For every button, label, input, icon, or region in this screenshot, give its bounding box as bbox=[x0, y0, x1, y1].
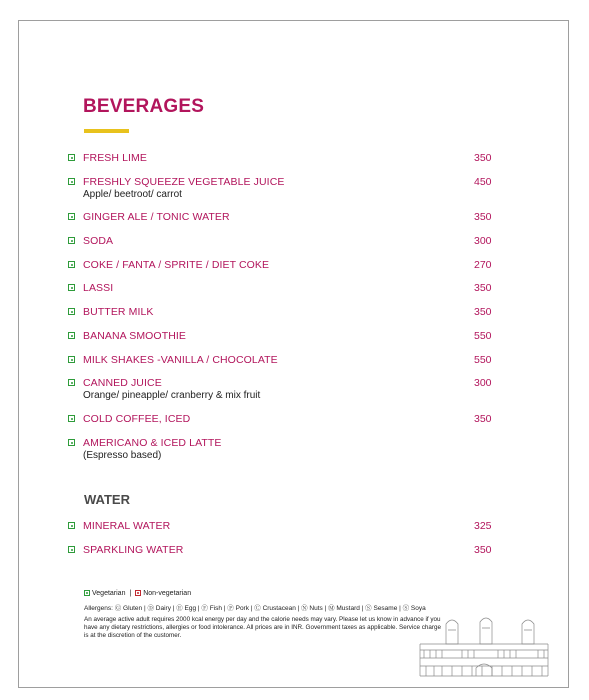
item-price: 350 bbox=[474, 413, 492, 425]
item-name: FRESH LIME bbox=[83, 152, 148, 164]
item-price: 550 bbox=[474, 354, 492, 366]
veg-icon bbox=[68, 546, 75, 553]
item-name: AMERICANO & ICED LATTE bbox=[83, 437, 222, 449]
item-price: 350 bbox=[474, 282, 492, 294]
item-name: LASSI bbox=[83, 282, 114, 294]
veg-icon bbox=[68, 178, 75, 185]
item-description: (Espresso based) bbox=[83, 450, 162, 461]
veg-icon bbox=[68, 213, 75, 220]
item-name: MILK SHAKES -VANILLA / CHOCOLATE bbox=[83, 354, 278, 366]
title-underline bbox=[84, 129, 129, 133]
item-name: COKE / FANTA / SPRITE / DIET COKE bbox=[83, 259, 270, 271]
item-name: CANNED JUICE bbox=[83, 377, 162, 389]
item-price: 350 bbox=[474, 306, 492, 318]
veg-icon bbox=[68, 356, 75, 363]
item-name: COLD COFFEE, ICED bbox=[83, 413, 191, 425]
veg-icon bbox=[68, 154, 75, 161]
veg-icon bbox=[68, 284, 75, 291]
veg-icon bbox=[68, 439, 75, 446]
veg-icon bbox=[68, 332, 75, 339]
item-price: 325 bbox=[474, 520, 492, 532]
veg-icon bbox=[68, 522, 75, 529]
item-price: 300 bbox=[474, 235, 492, 247]
menu-section-title: BEVERAGES bbox=[83, 96, 205, 117]
item-name: SODA bbox=[83, 235, 114, 247]
item-description: Apple/ beetroot/ carrot bbox=[83, 189, 182, 200]
item-price: 270 bbox=[474, 259, 492, 271]
diet-legend: Vegetarian | Non-vegetarian bbox=[84, 590, 191, 597]
water-section-title: WATER bbox=[84, 492, 130, 507]
item-price: 350 bbox=[474, 152, 492, 164]
nonveg-legend-label: Non-vegetarian bbox=[143, 590, 192, 597]
building-illustration-icon bbox=[418, 614, 550, 680]
nonveg-legend-icon bbox=[135, 590, 141, 596]
item-name: GINGER ALE / TONIC WATER bbox=[83, 211, 230, 223]
item-name: MINERAL WATER bbox=[83, 520, 171, 532]
item-name: SPARKLING WATER bbox=[83, 544, 184, 556]
veg-icon bbox=[68, 379, 75, 386]
veg-icon bbox=[68, 261, 75, 268]
veg-icon bbox=[68, 415, 75, 422]
item-price: 350 bbox=[474, 211, 492, 223]
item-price: 450 bbox=[474, 176, 492, 188]
item-name: BANANA SMOOTHIE bbox=[83, 330, 187, 342]
veg-legend-icon bbox=[84, 590, 90, 596]
item-price: 350 bbox=[474, 544, 492, 556]
item-price: 300 bbox=[474, 377, 492, 389]
item-name: BUTTER MILK bbox=[83, 306, 154, 318]
item-price: 550 bbox=[474, 330, 492, 342]
allergens-legend: Allergens: Ⓖ Gluten | Ⓓ Dairy | Ⓔ Egg | Ⓕ Fish | Ⓟ Pork | Ⓒ Crustacean | Ⓝ Nuts | Ⓜ Mustard | Ⓢ Sesame | Ⓢ Soya bbox=[84, 605, 426, 612]
veg-icon bbox=[68, 237, 75, 244]
item-description: Orange/ pineapple/ cranberry & mix fruit bbox=[83, 390, 261, 401]
veg-legend-label: Vegetarian bbox=[92, 590, 126, 597]
item-name: FRESHLY SQUEEZE VEGETABLE JUICE bbox=[83, 176, 285, 188]
veg-icon bbox=[68, 308, 75, 315]
disclaimer-text: An average active adult requires 2000 kcal energy per day and the calorie needs may vary. Please let us know in advance if you have any dietary restrictions, allergies or food intolerance. All prices are in INR. Government taxes as applicable. Service charge is at the discretion of the customer. bbox=[84, 616, 441, 640]
